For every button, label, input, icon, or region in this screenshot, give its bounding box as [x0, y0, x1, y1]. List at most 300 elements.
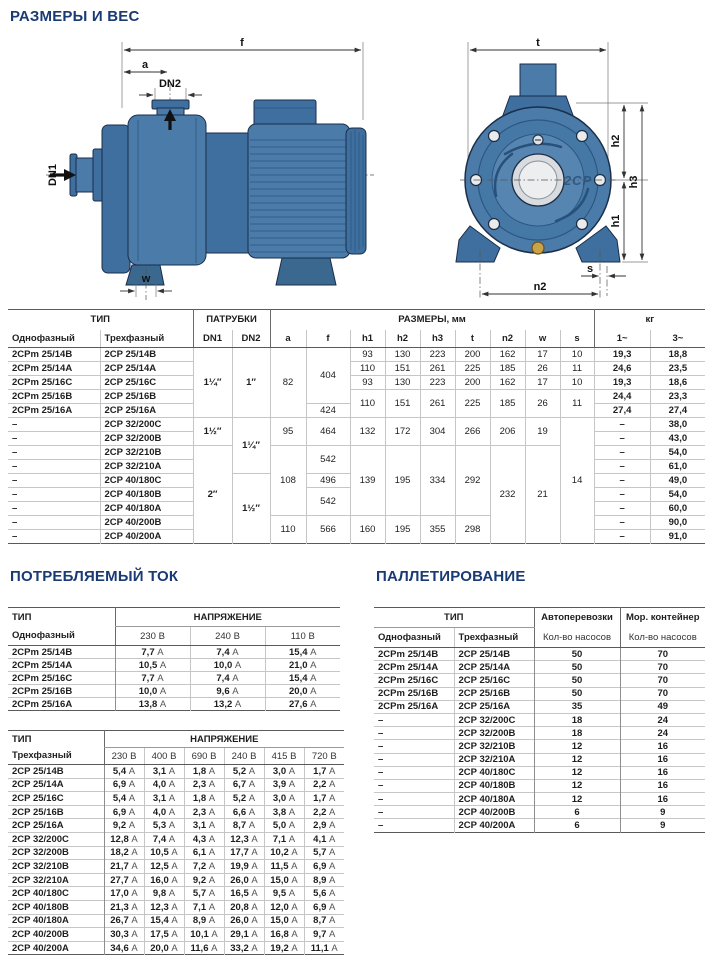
value-cell: 185 [490, 390, 525, 418]
table-row [8, 418, 705, 432]
value-cell: 15,0 A [264, 914, 304, 928]
dim-label-h3: h3 [628, 175, 640, 189]
model-cell: 2CPm 25/16C [8, 376, 100, 390]
model-cell: 2CPm 25/14A [8, 362, 100, 376]
model-cell: 2CP 32/200C [8, 832, 104, 846]
value-cell: 16 [620, 753, 705, 766]
value-cell: 11 [560, 390, 594, 418]
value-cell: 26 [525, 362, 560, 376]
model-cell: 2CP 40/200A [454, 819, 534, 832]
value-cell: 49,0 [650, 474, 705, 488]
value-cell: 2,3 A [184, 778, 224, 792]
model-cell: – [8, 488, 100, 502]
value-cell: 542 [306, 446, 350, 474]
model-cell: 2CPm 25/16A [8, 404, 100, 418]
value-cell: 1¼″ [193, 348, 232, 418]
value-cell: 12,8 A [104, 832, 144, 846]
value-cell: 4,0 A [144, 805, 184, 819]
value-cell: 19,3 [594, 376, 650, 390]
model-cell: 2CP 25/16B [100, 390, 193, 404]
value-cell: 24 [620, 713, 705, 726]
value-cell: 2″ [193, 446, 232, 544]
value-cell: 424 [306, 404, 350, 418]
value-cell: – [594, 488, 650, 502]
pump-count-header-auto: Кол-во насосов [534, 628, 620, 648]
table-row [8, 928, 344, 942]
value-cell: 20,0 A [265, 685, 340, 698]
model-cell: 2CPm 25/16A [374, 700, 454, 713]
value-cell: 16 [620, 779, 705, 792]
value-cell: 12,5 A [144, 860, 184, 874]
model-cell: 2CPm 25/14B [374, 648, 454, 661]
value-cell: 542 [306, 488, 350, 516]
value-cell: 10 [560, 376, 594, 390]
value-cell: 6 [534, 819, 620, 832]
value-cell: 17 [525, 376, 560, 390]
dim-label-dn2: DN2 [158, 78, 182, 90]
model-cell: – [8, 446, 100, 460]
dim-label-s: s [586, 263, 594, 275]
value-cell: 90,0 [650, 516, 705, 530]
model-cell: – [8, 418, 100, 432]
column-header-s: s [560, 330, 594, 348]
value-cell: 14 [560, 418, 594, 544]
model-cell: – [374, 766, 454, 779]
table-row [8, 765, 344, 779]
model-cell: 2CP 40/180B [100, 488, 193, 502]
value-cell: 16 [620, 766, 705, 779]
value-cell: 54,0 [650, 488, 705, 502]
value-cell: 18 [534, 727, 620, 740]
pump-count-header-sea: Кол-во насосов [620, 628, 705, 648]
model-cell: 2CP 32/200C [454, 713, 534, 726]
dim-label-n2: n2 [533, 281, 547, 293]
value-cell: 5,0 A [264, 819, 304, 833]
value-cell: 10,1 A [184, 928, 224, 942]
dim-label-h2: h2 [610, 134, 622, 148]
model-cell: 2CP 32/200C [100, 418, 193, 432]
section-title-dimensions: РАЗМЕРЫ И ВЕС [10, 8, 140, 25]
model-cell: 2CPm 25/14B [8, 348, 100, 362]
table-row [8, 348, 705, 362]
model-cell: 2CP 40/180A [8, 914, 104, 928]
model-cell: 2CP 25/14A [100, 362, 193, 376]
value-cell: 23,3 [650, 390, 705, 404]
value-cell: 24,6 [594, 362, 650, 376]
table-row [8, 672, 340, 685]
value-cell: 24 [620, 727, 705, 740]
voltage-header: НАПРЯЖЕНИЕ [104, 731, 344, 748]
model-cell: – [8, 502, 100, 516]
value-cell: 16 [620, 740, 705, 753]
value-cell: 6,9 A [304, 900, 344, 914]
value-cell: 130 [385, 376, 420, 390]
value-cell: 11,5 A [264, 860, 304, 874]
value-cell: 49 [620, 700, 705, 713]
column-header-3ph-weight: 3~ [650, 330, 705, 348]
column-header-dn2: DN2 [232, 330, 270, 348]
value-cell: 6,9 A [304, 860, 344, 874]
table-row [374, 793, 705, 806]
value-cell: 11,6 A [184, 941, 224, 955]
value-cell: 9,5 A [264, 887, 304, 901]
value-cell: 21,7 A [104, 860, 144, 874]
model-cell: – [374, 740, 454, 753]
value-cell: 50 [534, 674, 620, 687]
model-cell: 2CPm 25/14A [374, 661, 454, 674]
value-cell: 34,6 A [104, 941, 144, 955]
value-cell: 23,5 [650, 362, 705, 376]
value-cell: 292 [455, 446, 490, 516]
value-cell: 17 [525, 348, 560, 362]
value-cell: 4,1 A [304, 832, 344, 846]
sea-container-header: Мор. контейнер [620, 608, 705, 628]
value-cell: 12,0 A [264, 900, 304, 914]
value-cell: 110 [350, 362, 385, 376]
value-cell: 223 [420, 376, 455, 390]
model-cell: 2CP 32/210B [454, 740, 534, 753]
model-cell: 2CP 40/200B [100, 516, 193, 530]
value-cell: 566 [306, 516, 350, 544]
table-row [8, 819, 344, 833]
column-header-dn1: DN1 [193, 330, 232, 348]
table-row [374, 727, 705, 740]
value-cell: 38,0 [650, 418, 705, 432]
column-header-single-phase: Однофазный [8, 330, 100, 348]
model-cell: 2CPm 25/16C [374, 674, 454, 687]
value-cell: 33,2 A [224, 941, 264, 955]
value-cell: 10,0 A [190, 659, 265, 672]
model-cell: – [374, 753, 454, 766]
table-row [374, 819, 705, 832]
model-cell: 2CPm 25/16B [374, 687, 454, 700]
table-row [374, 753, 705, 766]
value-cell: 130 [385, 348, 420, 362]
model-cell: 2CP 32/200B [100, 432, 193, 446]
value-cell: 12,3 A [144, 900, 184, 914]
group-header-row [8, 731, 344, 748]
value-cell: 151 [385, 362, 420, 376]
value-cell: – [594, 474, 650, 488]
value-cell: 27,6 A [265, 698, 340, 711]
value-cell: 4,3 A [184, 832, 224, 846]
voltage-110: 110 В [265, 627, 340, 646]
table-row [8, 685, 340, 698]
table-row [8, 516, 705, 530]
table-row [8, 887, 344, 901]
value-cell: 50 [534, 661, 620, 674]
model-cell: – [374, 806, 454, 819]
table-row [8, 792, 344, 806]
model-cell: 2CP 32/210B [100, 446, 193, 460]
voltage-240: 240 В [224, 748, 264, 765]
value-cell: 16,0 A [144, 873, 184, 887]
value-cell: 304 [420, 418, 455, 446]
table-row [374, 648, 705, 661]
table-row [8, 846, 344, 860]
value-cell: 298 [455, 516, 490, 544]
model-cell: 2CP 40/200B [8, 928, 104, 942]
model-cell: 2CP 25/16C [454, 674, 534, 687]
value-cell: 9,7 A [304, 928, 344, 942]
value-cell: 2,9 A [304, 819, 344, 833]
value-cell: 82 [270, 348, 306, 418]
model-cell: 2CP 40/200B [454, 806, 534, 819]
model-cell: 2CP 40/180C [8, 887, 104, 901]
value-cell: 5,2 A [224, 765, 264, 779]
value-cell: 1,8 A [184, 792, 224, 806]
current-single-phase-table [8, 607, 340, 711]
value-cell: 195 [385, 446, 420, 516]
value-cell: 9 [620, 806, 705, 819]
value-cell: 9,6 A [190, 685, 265, 698]
drain-plug-icon [532, 242, 544, 254]
value-cell: 60,0 [650, 502, 705, 516]
value-cell: 10,5 A [115, 659, 190, 672]
table-row [8, 832, 344, 846]
table-row [8, 914, 344, 928]
value-cell: 27,7 A [104, 873, 144, 887]
value-cell: 1½″ [232, 474, 270, 544]
model-cell: 2CP 40/180B [8, 900, 104, 914]
value-cell: 61,0 [650, 460, 705, 474]
value-cell: 232 [490, 446, 525, 544]
value-cell: 7,4 A [190, 672, 265, 685]
model-cell: 2CP 40/180C [454, 766, 534, 779]
model-cell: 2CPm 25/16A [8, 698, 115, 711]
column-header-a: a [270, 330, 306, 348]
value-cell: 26,7 A [104, 914, 144, 928]
value-cell: 151 [385, 390, 420, 418]
model-cell: – [8, 516, 100, 530]
value-cell: 6,7 A [224, 778, 264, 792]
model-cell: 2CP 32/210A [100, 460, 193, 474]
model-cell: 2CP 40/180C [100, 474, 193, 488]
value-cell: 4,0 A [144, 778, 184, 792]
value-cell: 334 [420, 446, 455, 516]
group-header-ports: ПАТРУБКИ [193, 310, 270, 330]
value-cell: 13,2 A [190, 698, 265, 711]
model-cell: 2CP 25/14B [454, 648, 534, 661]
current-single-table-body [8, 646, 340, 711]
model-cell: 2CPm 25/16B [8, 390, 100, 404]
model-cell: 2CPm 25/16B [8, 685, 115, 698]
column-header-h2: h2 [385, 330, 420, 348]
value-cell: 27,4 [650, 404, 705, 418]
value-cell: 9,2 A [184, 873, 224, 887]
value-cell: 11,1 A [304, 941, 344, 955]
value-cell: 35 [534, 700, 620, 713]
value-cell: 7,7 A [115, 672, 190, 685]
value-cell: 12 [534, 793, 620, 806]
value-cell: 1¼″ [232, 418, 270, 474]
table-row [8, 376, 705, 390]
value-cell: 70 [620, 674, 705, 687]
table-row [8, 646, 340, 659]
value-cell: 29,1 A [224, 928, 264, 942]
value-cell: 5,3 A [144, 819, 184, 833]
model-cell: 2CP 40/200A [8, 941, 104, 955]
front-view-pump-drawing [456, 37, 648, 300]
value-cell: 27,4 [594, 404, 650, 418]
voltage-720: 720 В [304, 748, 344, 765]
value-cell: – [594, 418, 650, 432]
column-header-n2: n2 [490, 330, 525, 348]
value-cell: – [594, 432, 650, 446]
value-cell: 95 [270, 418, 306, 446]
value-cell: 5,7 A [184, 887, 224, 901]
value-cell: 2,3 A [184, 805, 224, 819]
value-cell: 185 [490, 362, 525, 376]
value-cell: 3,0 A [264, 765, 304, 779]
value-cell: 18,6 [650, 376, 705, 390]
value-cell: – [594, 516, 650, 530]
value-cell: 3,1 A [144, 792, 184, 806]
column-header-row [374, 628, 705, 648]
value-cell: 7,4 A [190, 646, 265, 659]
value-cell: 162 [490, 376, 525, 390]
value-cell: 1″ [232, 348, 270, 418]
table-row [8, 860, 344, 874]
model-cell: 2CP 32/200B [8, 846, 104, 860]
value-cell: 3,0 A [264, 792, 304, 806]
model-cell: 2CPm 25/14A [8, 659, 115, 672]
type-header: ТИП [12, 733, 32, 745]
value-cell: 16,5 A [224, 887, 264, 901]
model-cell: – [8, 474, 100, 488]
group-header-sizes: РАЗМЕРЫ, мм [270, 310, 594, 330]
table-row [8, 698, 340, 711]
palletization-table [374, 607, 705, 833]
value-cell: 6,1 A [184, 846, 224, 860]
table-row [374, 700, 705, 713]
value-cell: 195 [385, 516, 420, 544]
value-cell: 26 [525, 390, 560, 418]
dim-label-a: a [141, 59, 149, 71]
model-cell: 2CP 32/210A [454, 753, 534, 766]
value-cell: 17,5 A [144, 928, 184, 942]
value-cell: 110 [270, 516, 306, 544]
value-cell: 21,0 A [265, 659, 340, 672]
value-cell: 1,8 A [184, 765, 224, 779]
model-cell: 2CP 32/210A [8, 873, 104, 887]
value-cell: 91,0 [650, 530, 705, 544]
voltage-header: НАПРЯЖЕНИЕ [115, 608, 340, 627]
model-cell: – [374, 779, 454, 792]
value-cell: 26,0 A [224, 873, 264, 887]
value-cell: 464 [306, 418, 350, 446]
table-row [8, 659, 340, 672]
model-cell: 2CP 40/200A [100, 530, 193, 544]
table-row [374, 674, 705, 687]
value-cell: 21,3 A [104, 900, 144, 914]
value-cell: 19,3 [594, 348, 650, 362]
value-cell: 6,6 A [224, 805, 264, 819]
value-cell: 5,6 A [304, 887, 344, 901]
value-cell: 225 [455, 362, 490, 376]
column-header-three-phase: Трехфазный [100, 330, 193, 348]
column-header-h3: h3 [420, 330, 455, 348]
value-cell: 12 [534, 766, 620, 779]
table-row [374, 687, 705, 700]
value-cell: 1,7 A [304, 765, 344, 779]
value-cell: 8,9 A [304, 873, 344, 887]
column-header-t: t [455, 330, 490, 348]
value-cell: 70 [620, 661, 705, 674]
value-cell: 17,7 A [224, 846, 264, 860]
table-row [8, 805, 344, 819]
type-header: ТИП [374, 608, 534, 628]
value-cell: 404 [306, 348, 350, 404]
value-cell: – [594, 530, 650, 544]
table-row [8, 446, 705, 460]
value-cell: 50 [534, 648, 620, 661]
dim-label-h1: h1 [610, 214, 622, 228]
dim-label-f: f [240, 37, 244, 49]
value-cell: 21 [525, 446, 560, 544]
value-cell: 20,0 A [144, 941, 184, 955]
value-cell: 139 [350, 446, 385, 516]
table-row [374, 806, 705, 819]
table-row [374, 740, 705, 753]
group-header-row [374, 608, 705, 628]
section-title-current: ПОТРЕБЛЯЕМЫЙ ТОК [10, 568, 179, 585]
value-cell: 355 [420, 516, 455, 544]
value-cell: 18 [534, 713, 620, 726]
model-cell: 2CP 32/210B [8, 860, 104, 874]
column-header-1ph-weight: 1~ [594, 330, 650, 348]
value-cell: 70 [620, 687, 705, 700]
value-cell: 266 [455, 418, 490, 446]
value-cell: 11 [560, 362, 594, 376]
group-header-row [8, 608, 340, 627]
palletization-table-body [374, 648, 705, 833]
value-cell: 3,9 A [264, 778, 304, 792]
model-cell: 2CP 25/14A [8, 778, 104, 792]
value-cell: 206 [490, 418, 525, 446]
table-row [374, 713, 705, 726]
value-cell: 12 [534, 740, 620, 753]
value-cell: 10 [560, 348, 594, 362]
value-cell: 19 [525, 418, 560, 446]
value-cell: 9,8 A [144, 887, 184, 901]
model-cell: – [374, 819, 454, 832]
model-cell: – [374, 727, 454, 740]
value-cell: 54,0 [650, 446, 705, 460]
value-cell: 160 [350, 516, 385, 544]
model-cell: 2CP 25/14A [454, 661, 534, 674]
value-cell: 15,4 A [144, 914, 184, 928]
value-cell: 6,9 A [104, 778, 144, 792]
value-cell: 19,9 A [224, 860, 264, 874]
value-cell: – [594, 502, 650, 516]
value-cell: 132 [350, 418, 385, 446]
value-cell: 223 [420, 348, 455, 362]
value-cell: 8,7 A [224, 819, 264, 833]
phase-header: Трехфазный [8, 748, 104, 765]
value-cell: 5,7 A [304, 846, 344, 860]
value-cell: 20,8 A [224, 900, 264, 914]
value-cell: 5,2 A [224, 792, 264, 806]
value-cell: 16,8 A [264, 928, 304, 942]
value-cell: 7,2 A [184, 860, 224, 874]
voltage-415: 415 В [264, 748, 304, 765]
value-cell: 261 [420, 390, 455, 418]
single-phase-header: Однофазный [374, 628, 454, 648]
voltage-230: 230 В [104, 748, 144, 765]
value-cell: 93 [350, 376, 385, 390]
model-cell: 2CP 25/16B [454, 687, 534, 700]
